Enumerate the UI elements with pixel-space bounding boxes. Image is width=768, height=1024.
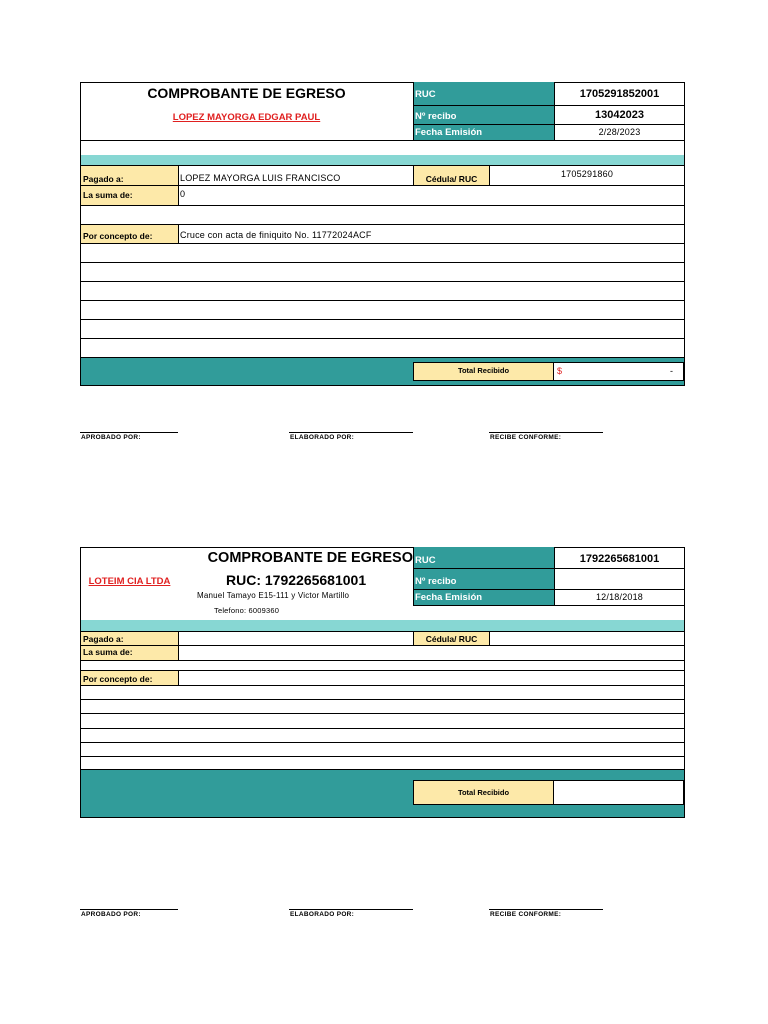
receipt-1-total-value-box: [554, 362, 684, 381]
receipt-2-ruc-value: 1792265681001: [579, 553, 660, 565]
receipt-1-title: COMPROBANTE DE EGRESO: [147, 85, 346, 101]
receipt-2-ruc-heading: RUC: 1792265681001: [226, 572, 367, 588]
sig-2-elaborado: ELABORADO POR:: [290, 911, 355, 918]
sig-2-recibe: RECIBE CONFORME:: [490, 911, 562, 918]
receipt-1-company: LOPEZ MAYORGA EDGAR PAUL: [172, 112, 321, 123]
receipt-2-concepto-label: Por concepto de:: [83, 674, 153, 684]
receipt-2-phone: Telefono: 6009360: [214, 606, 280, 615]
sig-1-recibe: RECIBE CONFORME:: [490, 434, 562, 441]
receipt-1-cedula-label: Cédula/ RUC: [425, 174, 478, 184]
receipt-1-pagado-value: LOPEZ MAYORGA LUIS FRANCISCO: [180, 173, 341, 183]
receipt-1-recibo-label: Nº recibo: [415, 111, 457, 122]
receipt-1-recibo-value: 13042023: [595, 109, 644, 121]
receipt-2-separator-band: [81, 620, 684, 631]
receipt-2-title: COMPROBANTE DE EGRESO: [207, 550, 413, 566]
receipt-2-suma-label: La suma de:: [83, 647, 133, 657]
receipt-1-pagado-label: Pagado a:: [83, 174, 124, 184]
receipt-2-total-value-box: [554, 780, 684, 805]
receipt-2-fecha-label: Fecha Emisión: [415, 592, 483, 603]
receipt-1-suma-label: La suma de:: [83, 190, 133, 200]
receipt-1-concepto-label: Por concepto de:: [83, 231, 153, 241]
receipt-2-ruc-label: RUC: [415, 555, 436, 566]
receipt-1-concepto-value: Cruce con acta de finiquito No. 11772024ACF: [180, 230, 372, 240]
receipt-1-fecha-value: 2/28/2023: [598, 127, 641, 137]
sig-1-aprobado: APROBADO POR:: [81, 434, 141, 441]
receipt-2-company: LOTEIM CIA LTDA: [88, 576, 171, 587]
receipt-1-total-currency: $: [557, 366, 563, 376]
receipt-1-total-value: -: [670, 366, 674, 376]
receipt-2-fecha-value: 12/18/2018: [595, 592, 644, 602]
receipt-2-pagado-label: Pagado a:: [83, 634, 124, 644]
receipt-1-suma-value: 0: [180, 189, 186, 199]
receipt-1-fecha-label: Fecha Emisión: [415, 127, 483, 138]
receipt-2-cedula-label: Cédula/ RUC: [425, 634, 478, 644]
receipt-2-total-label: Total Recibido: [457, 788, 510, 797]
receipt-2-recibo-label: Nº recibo: [415, 576, 457, 587]
sig-2-aprobado: APROBADO POR:: [81, 911, 141, 918]
receipt-1-total-label: Total Recibido: [457, 366, 510, 375]
receipt-1-ruc-label: RUC: [415, 89, 436, 100]
receipt-1-cedula-value: 1705291860: [560, 169, 614, 179]
sig-1-elaborado: ELABORADO POR:: [290, 434, 355, 441]
receipt-1-separator-band: [81, 155, 684, 165]
receipt-1-ruc-value: 1705291852001: [579, 88, 660, 100]
receipt-2-address: Manuel Tamayo E15-111 y Victor Martillo: [197, 591, 350, 600]
